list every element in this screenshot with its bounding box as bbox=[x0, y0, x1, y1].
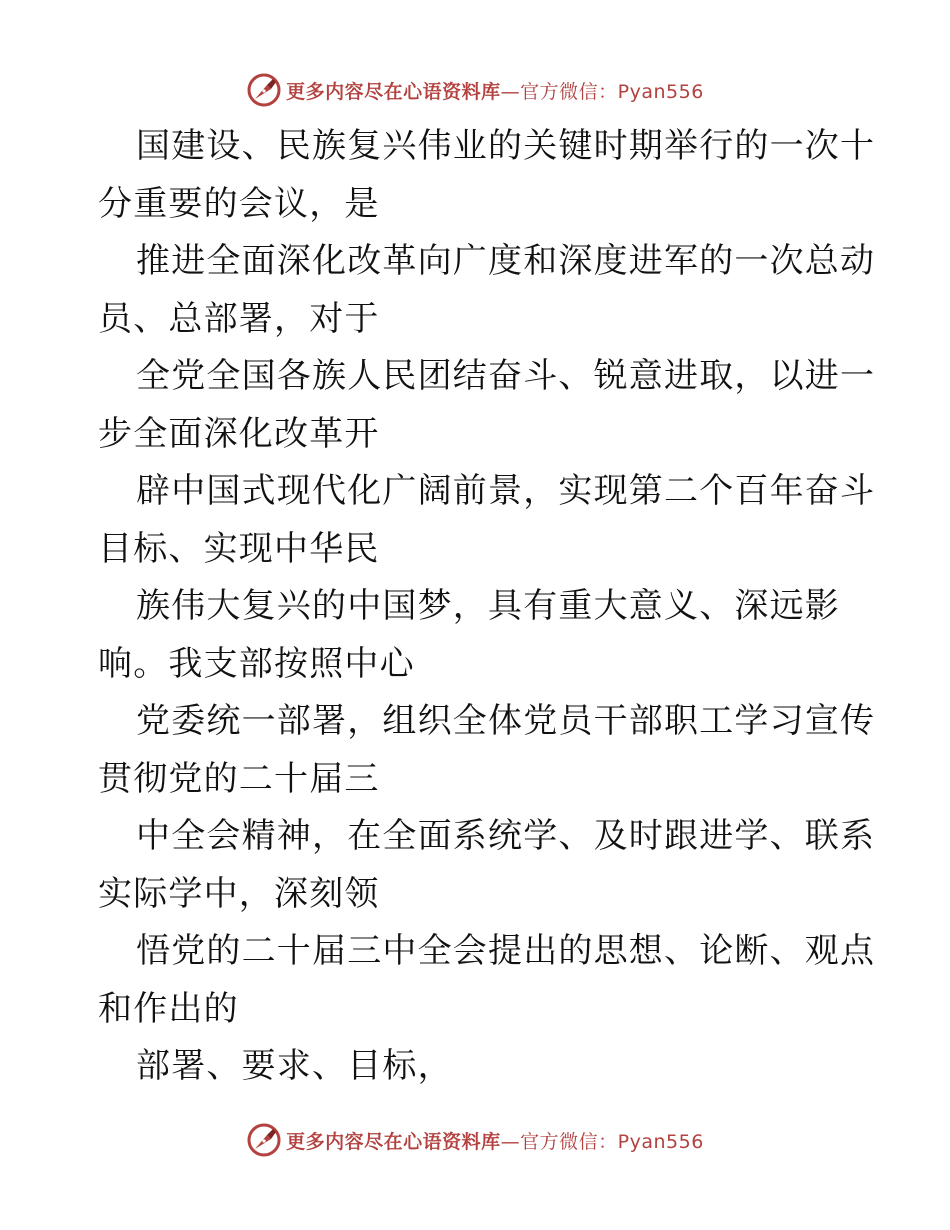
body-line: 和作出的 bbox=[98, 988, 239, 1029]
banner-separator: — bbox=[500, 1130, 521, 1153]
body-line: 实际学中，深刻领 bbox=[98, 873, 380, 914]
banner-brand: 更多内容尽在心语资料库 bbox=[286, 80, 501, 103]
pen-nib-circle-icon bbox=[246, 1122, 282, 1158]
body-line: 响。我支部按照中心 bbox=[98, 643, 415, 684]
footer-banner bbox=[0, 1120, 950, 1160]
body-line: 部署、要求、目标， bbox=[136, 1046, 453, 1086]
banner-suffix: 官方微信：Pyan556 bbox=[520, 80, 704, 103]
banner-suffix: 官方微信：Pyan556 bbox=[520, 1130, 704, 1153]
body-line: 目标、实现中华民 bbox=[98, 528, 380, 569]
header-banner bbox=[0, 70, 950, 110]
body-line: 全党全国各族人民团结奋斗、锐意进取，以进一 bbox=[136, 356, 876, 396]
body-line: 员、总部署，对于 bbox=[98, 298, 380, 339]
banner-separator: — bbox=[500, 80, 521, 103]
body-line: 党委统一部署，组织全体党员干部职工学习宣传 bbox=[136, 701, 876, 741]
body-line: 国建设、民族复兴伟业的关键时期举行的一次十 bbox=[136, 126, 876, 166]
body-line: 悟党的二十届三中全会提出的思想、论断、观点 bbox=[136, 931, 876, 971]
body-line: 中全会精神，在全面系统学、及时跟进学、联系 bbox=[136, 816, 876, 856]
body-line: 步全面深化改革开 bbox=[98, 413, 380, 454]
pen-nib-circle-icon bbox=[246, 72, 282, 108]
body-line: 分重要的会议，是 bbox=[98, 183, 380, 224]
body-line: 辟中国式现代化广阔前景，实现第二个百年奋斗 bbox=[136, 471, 876, 511]
body-line: 族伟大复兴的中国梦，具有重大意义、深远影 bbox=[136, 586, 840, 626]
document-body bbox=[98, 118, 878, 1096]
banner-text bbox=[286, 1127, 704, 1154]
body-line: 推进全面深化改革向广度和深度进军的一次总动 bbox=[136, 241, 876, 281]
banner-brand: 更多内容尽在心语资料库 bbox=[286, 1130, 501, 1153]
body-line: 贯彻党的二十届三 bbox=[98, 758, 380, 799]
banner-text bbox=[286, 77, 704, 104]
